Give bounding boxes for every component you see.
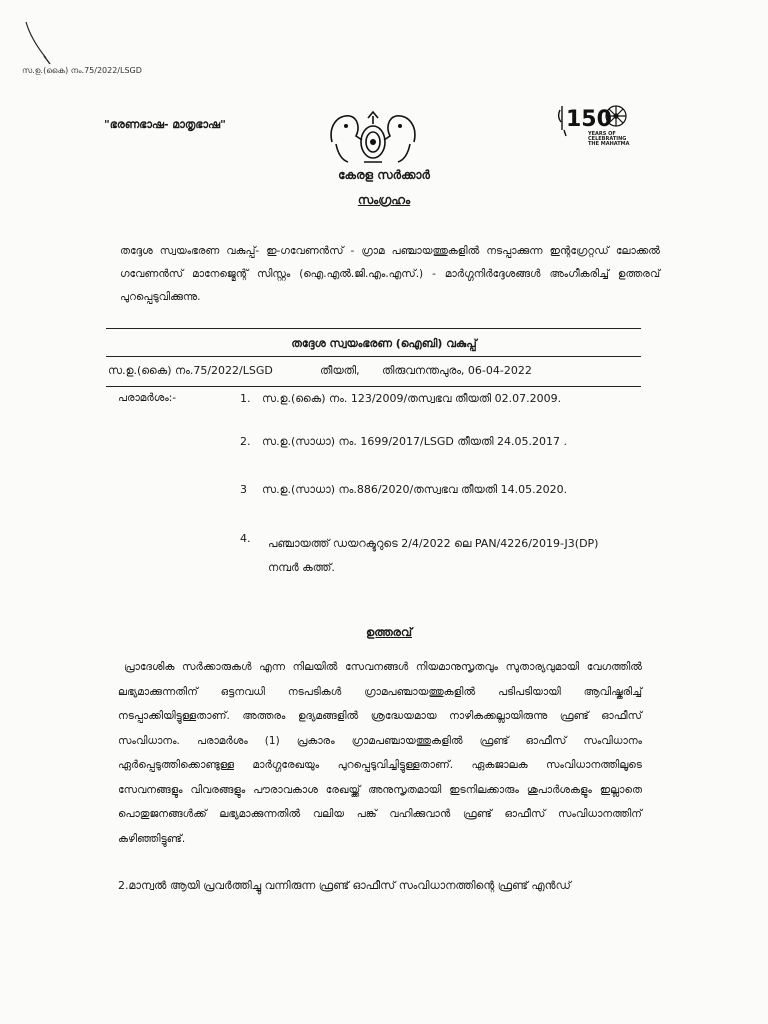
order-paragraph-1: പ്രാദേശിക സർക്കാരുകൾ എന്ന നിലയിൽ സേവനങ്ങൾ നിയമാനുസൃതവും സുതാര്യവുമായി വേഗത്തിൽ ലഭ്യമാക്കുന്നതിന് ഒട്ടനവധി നടപടികൾ ഗ്രാമപഞ്ചായത്തുകളിൽ പടിപടിയായി ആവിഷ്കരിച്ച് നടപ്പാക്കിയിട്ടുള്ളതാണ്. അത്തരം ഉദ്യമങ്ങളിൽ ശ്രദ്ധേയമായ നാഴികക്കല്ലായിരുന്നു ഫ്രണ്ട് ഓഫീസ് സംവിധാനം. പരാമർശം (1) പ്രകാരം ഗ്രാമപഞ്ചായത്തുകളിൽ ഫ്രണ്ട് ഓഫീസ് സംവിധാനം ഏർപ്പെടുത്തിക്കൊണ്ടുള്ള മാർഗ്ഗരേഖയും പുറപ്പെടുവിച്ചിട്ടുള്ളതാണ്. ഏകജാലക സംവിധാനത്തിലൂടെ സേവനങ്ങളും വിവരങ്ങളും പൗരാവകാശ രേഖയ്ക്ക് അനുസൃതമായി ഇടനിലക്കാരും ശുപാർശകളും ഇല്ലാതെ പൊതുജനങ്ങൾക്ക് ലഭ്യമാക്കുന്നതിൽ വലിയ പങ്ക് വഹിക്കുവാൻ ഫ്രണ്ട് ഓഫീസ് സംവിധാനത്തിന് കഴിഞ്ഞിട്ടുണ്ട്.: [118, 661, 642, 845]
order-title: ഉത്തരവ്: [365, 625, 413, 639]
reference-text-4: പഞ്ചായത്ത് ഡയറക്ടറുടെ 2/4/2022 ലെ PAN/4226/2019-J3(DP) നമ്പർ കത്ത്.: [268, 537, 599, 574]
references-label: പരാമർശം:-: [118, 392, 177, 404]
divider-middle: [106, 356, 641, 357]
kerala-emblem-icon: [324, 106, 422, 168]
go-date-label: തീയതി,: [320, 364, 360, 377]
go-number: സ.ഉ.(കൈ) നം.75/2022/LSGD: [108, 364, 273, 377]
department-name: തദ്ദേശ സ്വയംഭരണ (ഐബി) വകുപ്പ്: [291, 337, 477, 350]
logo-number: 150: [566, 107, 612, 132]
divider-bottom: [106, 386, 641, 387]
reference-number-1: 1.: [240, 392, 251, 405]
caption-line-1: YEARS OF: [588, 131, 616, 137]
reference-text-2: സ.ഉ.(സാധാ) നം. 1699/2017/LSGD തീയതി 24.05.2017 .: [262, 435, 567, 448]
gandhi-logo-caption: [588, 132, 636, 147]
reference-number-3: 3: [240, 483, 247, 496]
summary-title: സംഗ്രഹം: [357, 193, 411, 207]
reference-text-3: സ.ഉ.(സാധാ) നം.886/2020/തസ്വഭവ തീയതി 14.05.2020.: [262, 483, 568, 496]
government-name: കേരള സർക്കാർ: [338, 168, 430, 182]
slogan: "ഭരണഭാഷ- മാതൃഭാഷ": [104, 118, 226, 131]
divider-top: [106, 328, 641, 329]
top-reference-number: സ.ഉ.(കൈ) നം.75/2022/LSGD: [22, 66, 142, 75]
order-paragraph-2: 2.മാന്വൽ ആയി പ്രവർത്തിച്ചു വന്നിരുന്ന ഫ്രണ്ട് ഓഫീസ് സംവിധാനത്തിന്റെ ഫ്രണ്ട് എൻഡ്: [118, 879, 571, 892]
reference-text-1: സ.ഉ.(കൈ) നം. 123/2009/തസ്വഭവ തീയതി 02.07.2009.: [262, 392, 562, 405]
caption-line-2: CELEBRATING: [588, 136, 627, 142]
subject-paragraph: തദ്ദേശ സ്വയംഭരണ വകുപ്പ്- ഇ-ഗവേണൻസ് - ഗ്രാമ പഞ്ചായത്തുകളിൽ നടപ്പാക്കുന്ന ഇന്റഗ്രേറ്റഡ് ലോക്കൽ ഗവേണൻസ് മാനേജ്മെന്റ് സിസ്റ്റം (ഐ.എൽ.ജി.എം.എസ്.) - മാർഗ്ഗനിർദ്ദേശങ്ങൾ അംഗീകരിച്ച് ഉത്തരവ് പുറപ്പെടുവിക്കുന്നു.: [120, 245, 660, 303]
go-date: തിരുവനന്തപുരം, 06-04-2022: [382, 364, 532, 377]
reference-number-2: 2.: [240, 435, 251, 448]
reference-number-4: 4.: [240, 532, 251, 545]
caption-line-3: THE MAHATMA: [588, 141, 630, 147]
